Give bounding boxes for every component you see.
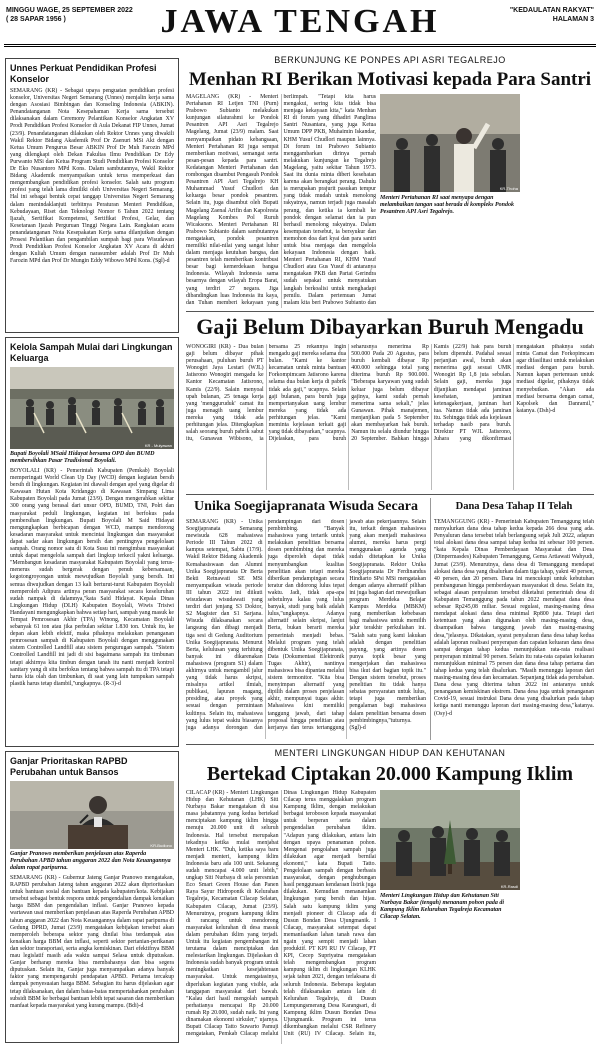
article-rapbd-photo-credit: KR-Budiono [150, 843, 172, 848]
menhan-photo-credit: KR-Thoha [499, 186, 518, 191]
unika-headline: Unika Soegijapranata Wisuda Secara [194, 499, 418, 514]
masthead-title: JAWA TENGAH [160, 3, 440, 40]
article-rapbd-caption: Ganjar Pranowo memberikan penjelasan atas Raperda Perubahan APBD tahun anggaran 2022 dan Nota Keuangannya dalam rapat paripurna. [10, 851, 171, 871]
masthead-hijri-date: ( 28 SAPAR 1956 ) [6, 16, 66, 23]
masthead-rule [4, 44, 596, 47]
iklim-body-right [524, 790, 594, 1044]
prabowo-greeting-photo [380, 94, 520, 192]
iklim-kicker-box [186, 748, 594, 761]
gaji-body [186, 344, 594, 490]
article-rapbd [5, 751, 179, 1043]
ganjar-speech-photo [10, 781, 174, 849]
dana-headline-box [434, 498, 594, 516]
iklim-photo [380, 790, 520, 890]
dana-body [434, 519, 594, 739]
article-unnes-body: SEMARANG (KR) - Sebagai upaya penguatan pendidikan profesi konselor, Universitas Negeri Semarang (Unnes) menjalin kerja sama dengan Asosiasi Bimbingan dan Konseling Indonesia (ABKIN). Penandatanganan Nota Kesepahaman Kerja sama tersebut dilaksanakan dalam Ceremony Pelantikan Konselor Angkatan XV Prodi Pendidikan Profesi Konselor di Aula Dekanat FIP Unnes, Jumat (23/9). Penandatanganan dilakukan oleh Rektor Unnes yang diwakili Wakil Rektor Bidang Akademik Prof Dr Zaenuri MSi Akt dengan Ketua Umum Pengurus Besar ABKIN Prof Dr Muh Farozin MPd yang dilengkapi oleh Dekan Fakultas Ilmu Pendidikan Dr Edy Purwanto MSi dan Ketua Program Studi Pendidikan Profesi Konselor Dr Eko Nusantoro MPd Kons. Dalam sambutannya, Wakil Rektor Bidang Akademik menyampaikan untuk terus memperkuat dan mengembangkan pendidikan profesi konselor. Salah satu program profesi yang telah lama dimiliki oleh Universitas Negeri Semarang. Hal ini sebagai bentuk cepat tanggap Universitas Negeri Semarang dalam menindaklanjuti terbitnya Peraturan Menteri Pendidikan, Kebudayaan, Riset dan Teknologi Nomor 6 Tahun 2022 tentang Ijazah, Sertifikat Kompetensi, Sertifikat Profesi, Gelar, dan Kesetaraan Ijazah Perguruan Tinggi Negara Lain. Rangkaian acara penandatanganan Nota Kesepakatan Kerja sama dilanjutkan dengan Prosesi Pelantikan dan pengambilan sumpah bagi para Wisudawan Prodi Pendidikan Profesi Konselor Angkatan XV Acara di akhiri dengan Kuliah Umum dengan narasumber adalah Prof Dr Muh Farozin MPd dan Prof Dr Mungin Eddy Wibowo MPd Kons. (Sgl)-d [10, 88, 174, 265]
iklim-kicker: MENTERI LINGKUNGAN HIDUP DAN KEHUTANAN [274, 748, 506, 758]
article-rapbd-body: SEMARANG (KR) - Gubernur Jateng Ganjar Pranowo mengatakan, RAPBD perubahan Jateng tahun anggaran 2022 akan diprioritaskan untuk bantuan sosial dan bantuan kepada kabupaten/kota. Kebijakan tersebut sebagai bentuk respons untuk pengendalian dampak kenaikan harga BBM dan pengendalian inflasi. Ganjar Pranowo kepada wartawan usai memberikan penjelasan atas Raperda Perubahan APBD tahun anggaran 2022 dan Nota Keuangannya dalam rapat paripurna di Gedung DPRD, Jumat (23/9) mengatakan kebijakan tersebut akan memperoleh beberapa sektor yang dinilai bisa terdampak atas kenaikan harga BBM dan inflasi, seperti sektor pertanian-perikanan dan sektor transportasi, serta angka kemiskinan. Dari efektifnya BBM mau legislatif masih ada waktu sampai Selasa untuk diputuskan. Ganjar berharap mereka bisa membahasnya dan bisa segera diputuskan. Selain itu, Ganjar juga menyampaikan adanya banyak faktor yang mempengaruhi pendapatan APBD. Pertama tercakup dampak penyesuaian harga BBM. Sebagian itu harus dijelaskan agar tetap dilaksanakan, dan dalam batas-batas mempertahankan perubahan subsidi BBM ke berbagai bantuan lebih tepat sasaran dan memberikan manfaat kepada masyarakat yang kurang mampu. (Bdi)-d [10, 875, 175, 1009]
masthead-motto: "KEDAULATAN RAKYAT" [509, 7, 594, 14]
unika-headline-box [186, 498, 426, 516]
iklim-headline: Bertekad Ciptakan 20.000 Kampung Iklim [206, 763, 574, 785]
menhan-body-mid [380, 232, 520, 308]
article-sampah-body: BOYOLALI (KR) - Pemerintah Kabupaten (Pemkab) Boyolali memperingati World Clean Up Day (WCD) dengan kegiatan bersih bersih di lingkungan. Kegiatan ini diawali dengan apel yang digelar di Kawasan Hutan Kota Kridanggo di Kawasan Simpang Lima Kabupaten Boyolali pada Jumat (23/9). Dengan mengerahkan sekitar 300 orang yang berasal dari unsur OPD, BUMD, TNI, Polri dan masyarakat peduli lingkungan, kegiatan ini berfokus pada pembersihan lingkungan. Bupati Boyolali M Said Hidayat mengungkapkan berbicapan dengan WCD, mampu mendorong kesadaran masyarakat untuk mencintai lingkungan dan masyarakat dapat sadar akan lingkungan bersih dan pentingnya pengelolaan sampah. Orang nomor satu di Kota Susu ini mengimbau masyarakat untuk dapat mengelola sampah dari lingkup terkecil yakni keluarga. "Membangun kesadaran masyarakat Kabupaten Boyolali yang terus-menerus sudah bergerak dengan penuh kebersamaan, kegotongroyongan untuk mewujudkan Boyolali yang bersih. Ini semua diwujudkan dengan 13 kali berturut-turut Kabupaten Boyolali memperoleh Adipura artinya peran masyarakat secara keseluruhan sudah nampak di dalamnya,"kata Said Hidayat. Kepala Dinas Lingkungan Hidup (DLH) Kabupaten Boyolali, Wiwis Trisiwi Handayani mengungkapkan bahwa setiap hari, sampah yang masuk ke Tempat Pemrosesan Akhir (TPA) Winong, Kecamatan Boyolali sebanyak 61 ton atau jika perbulan sekitar 1.830 ton. Untuk itu, ke depan akan lebih efektif, maka pihaknya melakukan penanganan pemrosesan sampah di Kabupaten Boyolali dengan menggunakan sistem Controlled Landfill atau sistem pengurugan sampah. "Sistem Controlled Landfill ini jadi di sisi bagaimana sampah itu timbunan tetapi akhirnya kita timbun dengan tanah itu nanti menjadi kontrol sanitary yang di situ berfokus tentang bahwa sampah itu di TPA tetapi harus kita olah dan timbunkan, di saat yang lain tumpukan sampah plastik harus tetap diambil,"ungkapnya. (R-3)-d [10, 468, 174, 687]
menhan-headline: Menhan RI Berikan Motivasi kepada Para Santri [188, 69, 592, 90]
menhan-body-right [524, 94, 594, 308]
gaji-headline: Gaji Belum Dibayarkan Buruh Mengadu [196, 314, 584, 339]
divider-gaji [186, 494, 594, 495]
article-rapbd-photo [10, 781, 174, 849]
unika-body-text: SEMARANG (KR) - Unika Soegijapranata Semarang mewisuda 628 mahasiswa Periode III Tahun 2022 di kampus setempat, Sabtu (17/9). Wakil Rektor Bidang Akademik Kemahasiswaan dan Alumni Unika Soegijapranata Dr Berta Bekti Retnawati SE MSi menyampaikan wisuda periode III tahun 2022 ini diikuti wisudawan wisudawati yang terdiri dari jenjang S3 Doktor, S2 Magister dan S1 Sarjana. Wisuda dilaksanakan secara langsung dan dibagi menjadi tiga sesi di Gedung Auditorium Unika Soegijapranata. Menurut Berta, kelulusan yang terhitung banyak ini dikarenakan mahasiswa (program S1) dalam akhirnya untuk mengambil jalur yang tidak harus skripsi, misalnya artikel ilmiah, publikasi, lapuran magang, presiding, atau proyek yang sesuai dengan permintaan kultinya. Selain itu, mahasiswa yang lulus tepat waktu biasanya juga adanya dorongan dan pendampingan dari dosen pembimbing. "Banyak mahasiswa yang tertarik untuk melakukan penelitian bersama dosen pembimbing dan mereka juga diperoleh dapat tidak menyumbangkan kualitas penelitian akan tetapi mereka diberikan pendampingan secara teratur dan didorong lulus tepat waktu. Jadi, tidak apa-apa sebetulnya kalau yang lulus banyak, studi yang baik adalah lulus,"ungkapnya. Adanya alternatif selain skripsi, lanjut Berta, bukan berarti mereka pemerintah menjadi bebas. Melalui program yang telah dibentuk Unika Soegijapranata, Data (Dokumentasi Elektronik Tugas Akhir), nantinya mahasiswa bisa dipantau melalui sistem termonitor. "Kita bisa menyimpan alternatif yang dipilih dalam proses penjelasan akhir, mempunyai tugas akhir. Mahasiswa kini memiliki tanggung jawab, dari tahap proposal hingga penelitian atau kerjanya dan terus tertanggung jawab atas pekerjaannya. Selain itu, terkait dengan mahasiswa yang akan menjadi mahasiswa alumni, mereka harus pergi menggunakan agenda yang sudah ditetapkan ke Unika Soegijapranata. Rektor Unika Soegijapranata Dr Ferdinandus Hindiarto SPsi MSi mengatakan dengan adanya alternatif pilihan ini juga bagian dari mewujudkan program Merdeka Belajar Kampus Merdeka (MBKM) yang memberikan kebebasan bagi mahasiswa untuk memilih jalur terakhir perkuliahan ini. "Salah satu yang kami lakukan adalah dengan penelitian payung, yang artinya dosen punya topik besar yang mengerjakan dan mahasiswa bisa ikut dari bagian topik itu." Dengan sistem tersebut, proses penelitian itu tidak hanya sebatas persyaratan untuk lulus, tetapi juga memberikan pengalaman bagi mahasiswa dalam penelitian bersama dosen pembimbingnya,"tuturnya. (Sgl)-d [186, 519, 426, 731]
article-unnes-headline: Unnes Perkuat Pendidikan Profesi Konselor [10, 63, 157, 84]
dana-body-text: TEMANGGUNG (KR) - Pemerintah Kabupaten Temanggung telah menyalurkan dana desa tahap kedua kepada 266 desa yang ada. Penyaluran dana tersebut telah berlangsung sejak Juli 2022, adapun total alokasi dana desa sampai tahap kedua ini sebesar 100 persen. "kata Kepala Dinas Pemberdayaan Masyarakat dan Desa (Dinpermasdes) Kabupaten Temanggung, Gema Artiawati Wahyudi, Jumat (23/9). Menurutnya, dana desa di Temanggung mendapat alokasi dana desa yang disalurkan dalam tiga tahap, yakni 40 persen, 40 persen, dan 20 persen. Dana ini mencukupi untuk kebutuhan pembangunan hingga pemberdayaan masyarakat di desa. Selain itu, sebagai alasan penyaluran tersebut diketahui pemerintah desa di Kabupaten Temanggung pada tahun 2022 mendapat dana desa sebesar Rp245,08 miliar. Sesuai regulasi, masing-masing desa mendapat alokasi dana desa minimal Rp800 juta. Tetapi dari ketentuan yang akan digunakan oleh masing-masing desa, disampaikan bahwa tanggung jawab dan masing-masing desa,"jelasnya. Dikatakan, syarat penyaluran dana desa tahap kedua adalah laporan realisasi penyerapan dan capaian keluaran dana desa sampai dengan tahap kedua menunjukkan rata-rata realisasi penyerapan minimal 90 persen. Selain itu rata-rata capaian keluaran menunjukkan minimal 75 persen dan dana desa tahap pertama dan tahap kedua yang telah disalurkan. "Masih menunggu laporan dari masing-masing desa dan kecamatan. Sepanjang tidak ada perubahan. Dana desa yang diterima tahun 2022 ini antaranya untuk penanganan kemiskinan ekstrem. Dana desa juga untuk penanganan Covid-19, sesuai instruksi Dana desa yang disalurkan pada tahap ketiga nanti menunggu laporan dari masing-masing desa,"katanya. (Osy)-d [434, 519, 594, 717]
iklim-caption: Menteri Lingkungan Hidup dan Kehutanan Siti Nurbaya Bakar (tengah) menanam pohon pada di Kampung Iklim Kelurahan Tegalreja Kecamatan Cilacap Selatan. [380, 893, 505, 920]
menhan-body-left [186, 94, 376, 308]
menhan-body-text: MAGELANG (KR) - Menteri Pertahanan RI Letjen TNI (Purn) Prabowo Subianto melakukan kunjungan silaturahmi ke Pondok Pesantren API Asri Tegalrejo Magelang, Jumat (23/9) malam. Saat menyampaikan pidato kebangsaan, Menteri Pertahanan RI juga sempat memberikan motivasi, semangat serta pesan-pesan kepada para santri. Kedatangan Menteri Pertahanan dan rombongan disambut Pengasuh Pondok Pesantren API Asri Tegalrejo KH Muhammad Yusuf Chudlori dan keluarga besar pondok pesantren. Selain itu, juga disambut oleh Bupati Magelang Zaenal Arifin dan Kapolresta Magelang Kombes Pol Ruruh Wicaksono. Menteri Pertahanan RI Prabowo Subianto dalam sambutannya mengatakan, pondok pesantren memiliki nilai-nilai yang sangat luhur dalam menjaga keutuhan bangsa, dan pesantren telah memberikan kontribusi besar bagi kemerdekaan bangsa Indonesia. Wilayah Indonesia sama besarnya dengan wilayah Eropa Barat, yang terdiri 27 negara. Jiga dibandingkan luas Indonesia itu kaya, dan Tuhan memberi kekayaan yang berlimpah. "Tetapi kita harus mengakui, sering kita tidak bisa menjaga kekayaan kita," kata Menhan RI di forum yang dihadiri Panglima Santri Nusantara, yang juga Ketua Umum DPP PKB, Muhaimin Iskandar, KHM Yusuf Chudlori maupun lainnya. Di forum ini Prabowo Subianto menggambarkan dirinya pernah melakukan kunjungan ke Tegalrejo Magelang, yaitu sekitar Tahun 1973. Saat itu dunia minta diberi kesehatan karena akan berangkat perang. Dahulu ia merupakan prajurit pasukan tempur yang tidak mudah untuk menolong rakyatnya, namun terjadi juga masalah perang, dan ketika ia kembali ke pondok dengan selamat dan ia pun berhasil menolong rakyatnya. Dalam kesempatan tersebut, ia bersyukur dan memohon doa dari kyai dan para santri untuk bisa menjaga dan mengelola kekayaan Indonesia dengan baik. Menteri Pertahanan RI, KHM Yusuf Chudlori atau Gus Yusuf di antaranya mengatakan PKB dan Partai Gerindra sudah sepakat untuk menyatukan langkah berkoalisi untuk menghadapi pemilu. Dalam pertemuan Jumat malam kita beri Prabowo Subianto dan [186, 94, 376, 306]
article-sampah-photo-credit: KR - Mulyawan [144, 443, 172, 448]
article-rapbd-headline: Ganjar Prioritaskan RAPBD Perubahan untuk Bansos [10, 756, 128, 777]
divider-menhan [186, 311, 594, 312]
article-sampah-photo [10, 367, 174, 449]
iklim-photo-credit: KR-Rasdi [500, 884, 518, 889]
menhan-photo [380, 94, 520, 192]
iklim-body-left [186, 790, 376, 1044]
iklim-body-text: CILACAP (KR) - Menteri Lingkungan Hidup dan Kehutanan (LHK) Siti Nurbaya Bakar mengatakan di sisa masa jabatannya yang kedua bertekad menciptakan kampung iklim hingga menuju 20.000 unit di seluruh Indonesia. Hal tersebut merupakan tekadnya ketika mulai menjabat Menteri LHK. "Duh, ketika saya baru menjadi menteri, kampung iklim Indonesia baru ada 100 unit. Sekarang sudah mencapai 4.000 unit lebih," ungkap Siti Nurbaya di sela peresmian Eco Smart Green House dan Panen Raya Sayur Hidroponik di Kelurahan Tegalreja, Kecamatan Cilacap Selatan, Kabupaten Cilacap, Jumat (23/9). Menurutnya, program kampung iklim di rancang untuk mendorong masyarakat kelurahan di desa masuk dalam perubahan iklim yang terjadi. Untuk itu kegiatan pengembangan ini terutama dalam menciptakan dan melestarikan lingkungan. Dijelaskan di Indonesia sudah banyak program untuk meningkatkan kesejahteraan masyarakat. Untuk mengatasinya, diperlukan kegiatan yang visible, ada tanggapan masyarakat dari bawah. "Kalau dari hasil mengolah sampah perhatianya mencapai Rp 20.000 rumah Rp 20.000, sudah naik. Ini yang dinamakan ekonomi sirkuler," ujarnya. Bupati Cilacap Tatto Suwarto Pamuji mengatakan, Pemkab Cilacap melalui Dinas Lingkungan Hidup Kabupaten Cilacap terus menggalakkan program Kampung Iklim, dengan melakukan berbagai teroboson kepada masyarakat untuk berperan serta dalam pengendalian perubahan iklim. "Adapun yang dilakukan, antara lain dengan upaya penanaman pohon. Mengenai pengolahan sampah juga dilakukan agar menjadi bernilai ekonomi," kata Bupati Tatto. Pengelolaan sampah dengan berbasis masyarakat, dengan penghubungan hasil penggunaan kendaraan listrik juga dilakukan. Kemudian menanamkan lingkungan yang bersih dan hijau. Salah satu kampung iklim yang menjadi pioneer di Cilacap ada di Dusun Bondan Desa Ujungmanik. I Cilacap, masyarakat setempat dapat memanfaatkan lahan tanah rawa dan ngain yang sempit menjadi lahan produktif. PT KPI RU IV Cilacap, PT KPI, Cecep Supriyatna mengatakan telah mengembangkan program kampung iklim di lingkungan KLHK sejak tahun 2021, dengan terlaksana di seluruh Indonesia. Beberapa kegiatan telah dilaksanakan antara lain di Kelurahan Tegalreja, di Dusun Lempungsmerang Desa Karangsari, di Kampung iklim Dusun Bondan Desa Ujungmanik. Program ini terus dikembangkan melalui CSR Refinery Unit (RU) IV Cilacap. Selain itu, [186, 790, 376, 1038]
article-sampah-headline: Kelola Sampah Mulai dari Lingkungan Keluarga [10, 342, 173, 363]
menhan-kicker-box [186, 55, 594, 69]
masthead-page-number: HALAMAN 3 [552, 16, 594, 23]
divider-iklim [186, 744, 594, 745]
gaji-body-text: WONOGIRI (KR) - Dua bulan gaji belum dibayar pihak perusahaan, puluhan buruh PT Wonogiri Jaya Lestari (WJL) Jatisrono Wonogiri mengadu ke Kantor Kecamatan Jatisrono, Kamis (22/9). Salain menyoal upah bulanan, 25 tenaga kerja yang 'mengguruduk' camat itu juga menagih uang lembur mereka yang tidak ada perhitungan jelas. Ditengkapkan salah seorang buruh pabrik sabut itu, Gunawan Wibisono, ia bersama 25 rekannya ingin mengadu gaji mereka selama dua bulan. "Kami ke kantor kecamatan untuk minta bantuan Forkompimcam Jatisrono karena selama dua bulan kerja di pabrik tidak ada gaji," ucapnya. Selain gaji bulanan, para buruh juga mempertanyakan uang lembur mereka yang tidak ada perhitungan jelas. "Kami meminta kejelasan terkait gaji yang tidak dibayarkan," ucapnya. Dijelaskan, para buruh seharusnya menerima Rp 500.000 Pada 20 Agustus, para buruh kembali dibayar Rp 400.000 sehingga total yang diterima buruh Rp 900.000. "Beberapa karyawan yang sudah keluar juga belum dibayar gajinya, kami sudah pernah menerima sama sekali," jelas Gunawan. Pihak manajemen, menjanjikan pada 5 September akan membayarkan hak buruh. Namun itu selalu diundur hingga 20 September. Bahkan hingga Kamis (22/9) hak para buruh belum dipenuhi. Padahal sesuai perjanjian awal, buruh akan menerima gaji sesuai UMK Wonogiri Rp 1,8 juta sebulan. Selain gaji, mereka juga dijanjikan mendapat jaminan kesehatan, jaminan ketenagakerjaan, jaminan hari tua. Namun tidak ada jaminan itu. Sehingga tidak ada kejelasan terhadap nasib para buruh. Direktur PT WJL Jatisrono, Juhara yang dikonfirmasi mengatakan pihaknya sudah minta Camat dan Forkopimcam agar difasilitasi untuk melakukan mediasi dengan para buruh. Namun kapan pertemuan untuk mediasi digelar, pihaknya tidak menyebutkan. "Akan ada mediasi bersama dengan camat, Kapolsek dan Danramil," katanya. (Dsh)-d [186, 344, 594, 443]
menhan-caption: Menteri Pertahanan RI saat menyapa dengan melambaikan tangan saat berada di kompleks Pondok Pesantren API Asri Tegalrejo. [380, 195, 515, 215]
unika-body [186, 519, 426, 739]
article-sampah [5, 337, 179, 747]
street-cleaning-photo [10, 367, 174, 449]
article-sampah-caption: Bupati Boyolali MSaid Hidayat bersama OPD dan BUMD membersihkan Pasar Tradisional Boyolali. [10, 451, 155, 464]
divider-vertical-dana [430, 498, 431, 740]
masthead-date: MINGGU WAGE, 25 SEPTEMBER 2022 [6, 7, 133, 14]
article-unnes [5, 58, 179, 333]
iklim-headline-box [186, 762, 594, 786]
masthead [0, 0, 600, 50]
dana-headline: Dana Desa Tahap II Telah [455, 501, 573, 512]
menhan-headline-box [186, 69, 594, 91]
masthead-info-block [510, 6, 594, 24]
tree-planting-photo [380, 790, 520, 890]
gaji-headline-box [186, 314, 594, 340]
menhan-kicker: BERKUNJUNG KE PONPES API ASRI TEGALREJO [274, 55, 506, 65]
iklim-body-mid [380, 936, 520, 1044]
